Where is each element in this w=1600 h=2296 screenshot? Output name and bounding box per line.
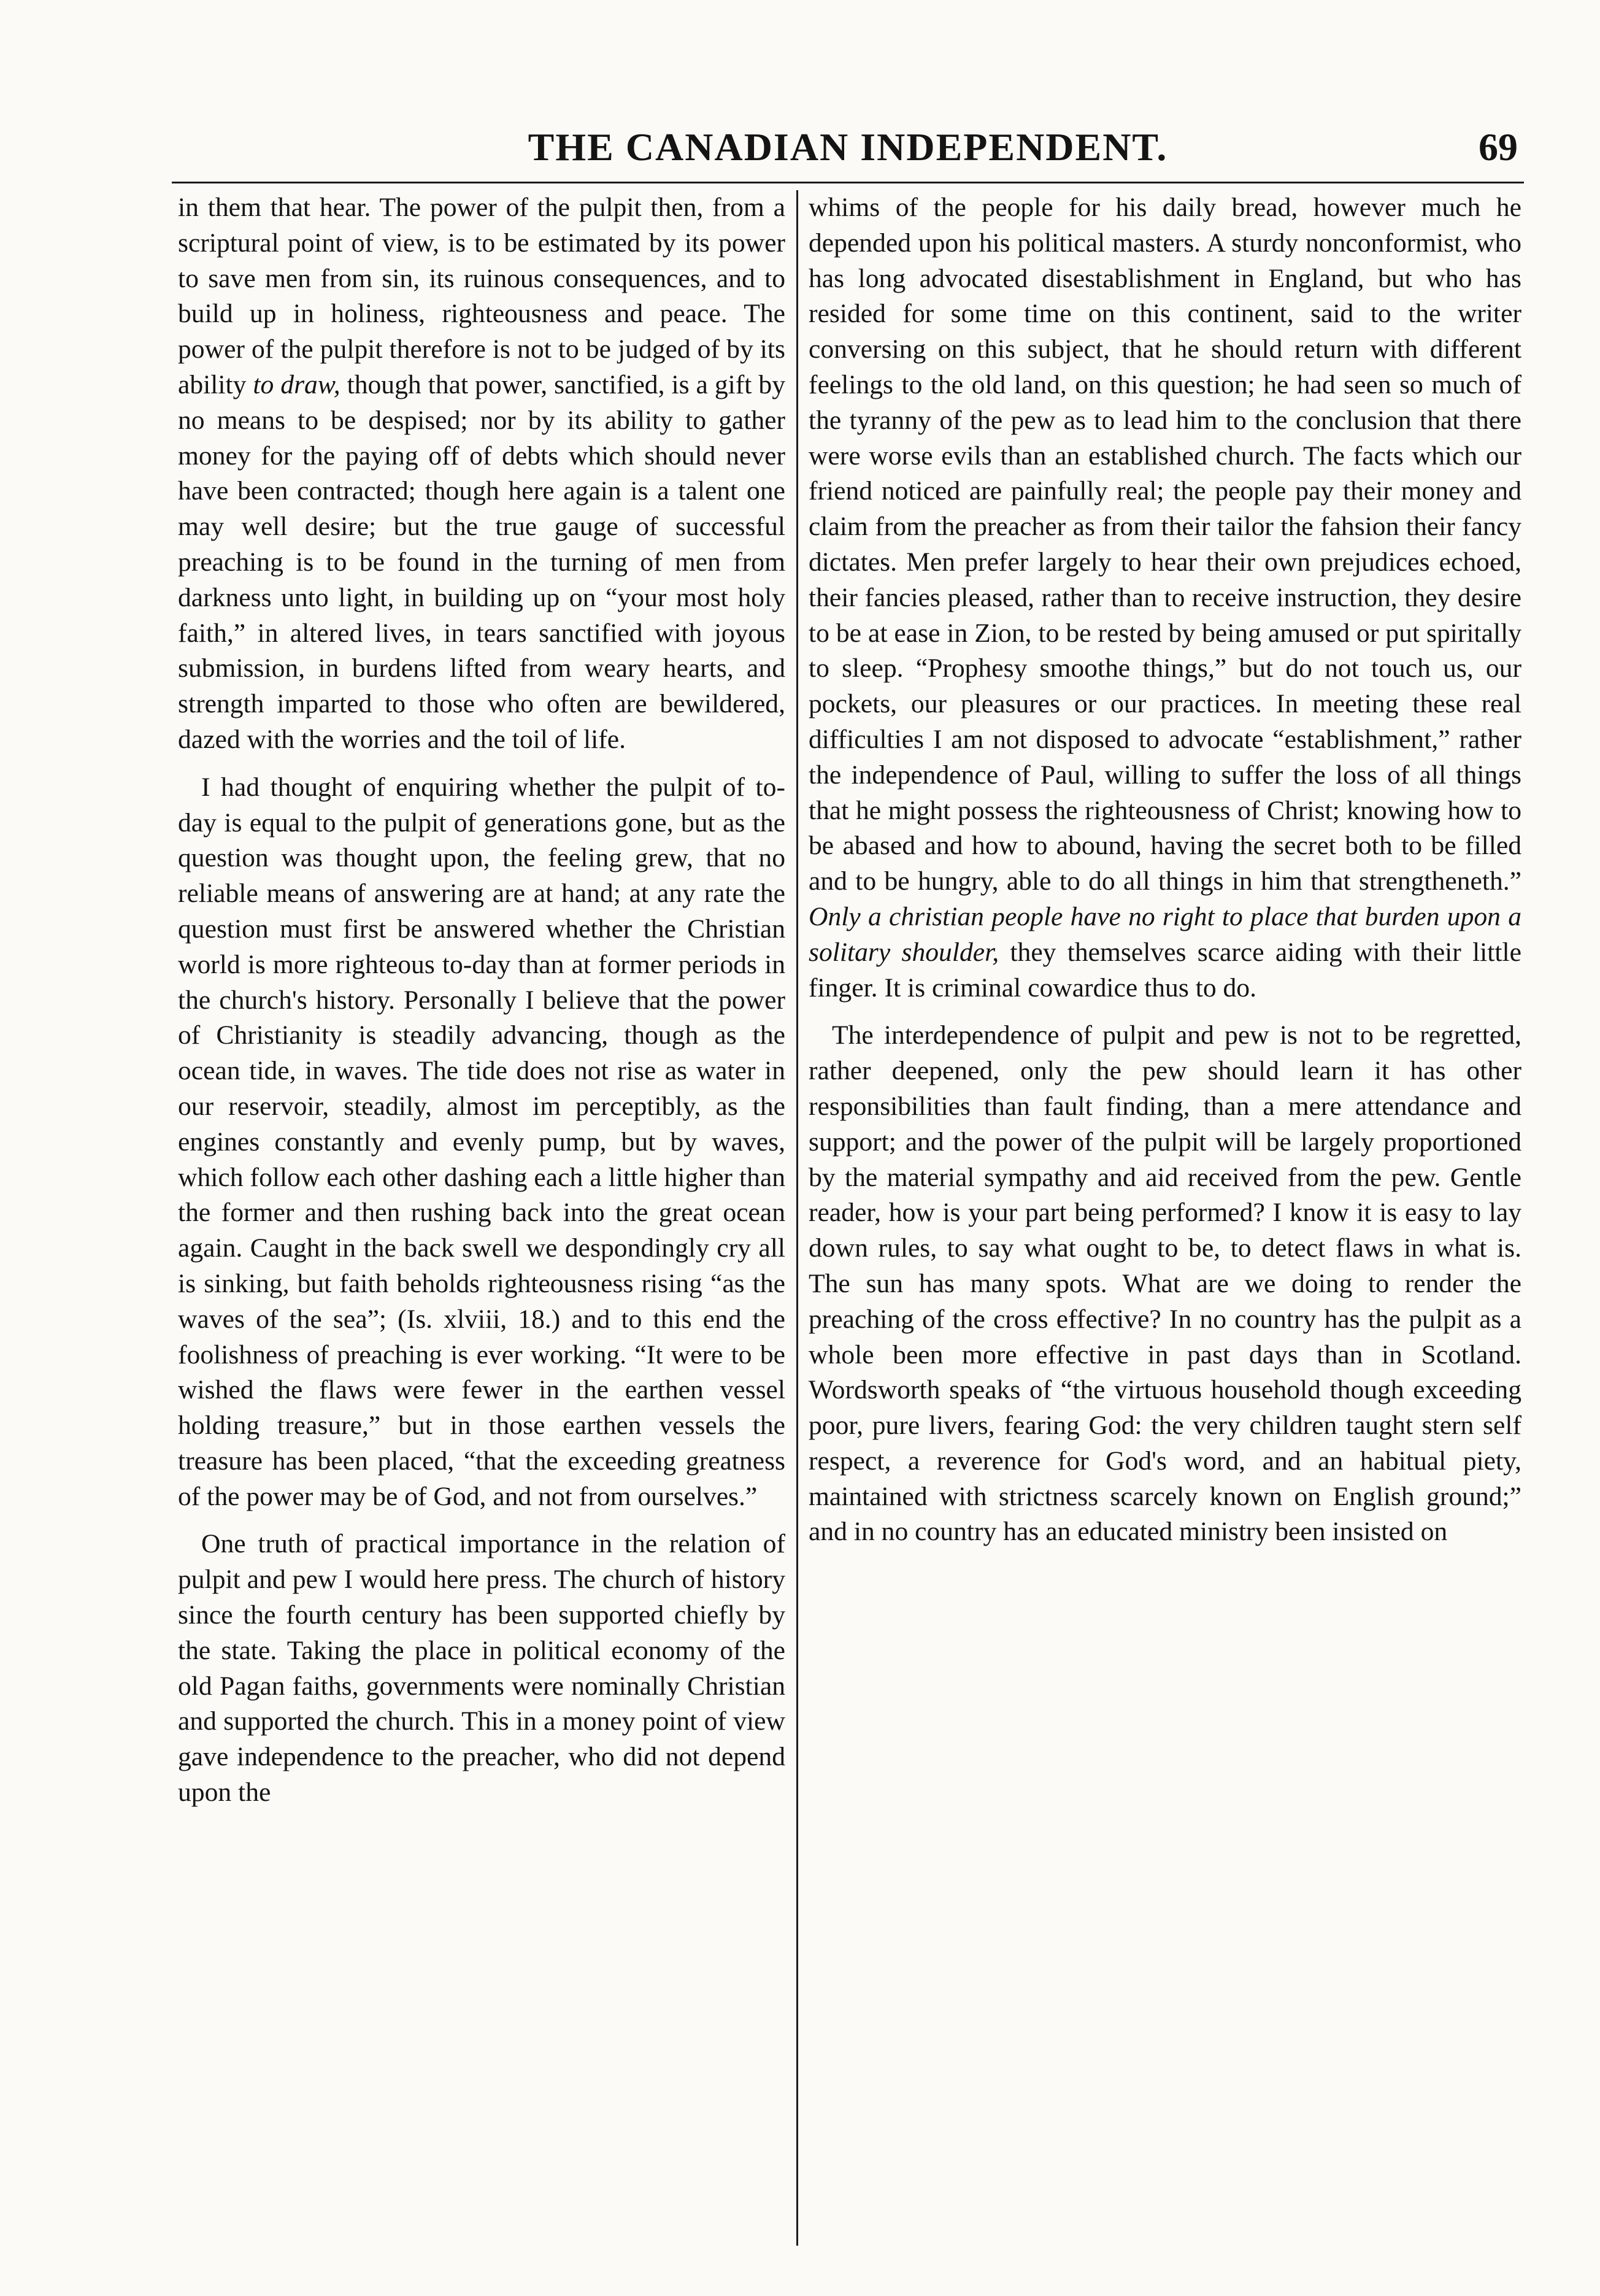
- emphasis-text: to draw,: [253, 369, 340, 399]
- paragraph-text: they themselves scarce aiding with their little finger. It is criminal cowardice thus to do.: [809, 937, 1521, 1003]
- page-number: 69: [1479, 125, 1518, 169]
- left-column: [178, 190, 785, 2258]
- right-column: [809, 190, 1521, 2258]
- running-header: [172, 117, 1524, 190]
- running-title: THE CANADIAN INDEPENDENT.: [528, 125, 1168, 169]
- paragraph: [178, 190, 785, 758]
- paragraph: The interdependence of pulpit and pew is not to be regretted, rather deepened, only the pew should learn it has other responsibilities than fault finding, than a mere attendance and support; and the power of the pulpit will be largely proportioned by the material sympathy and aid received from the pew. Gentle reader, how is your part being performed? I know it is easy to lay down rules, to say what ought to be, to detect flaws in what is. The sun has many spots. What are we doing to render the preaching of the cross effective? In no country has the pulpit as a whole been more effective in past days than in Scotland. Wordsworth speaks of “the virtuous household though exceeding poor, pure livers, fearing God: the very children taught stern self respect, a reverence for God's word, and an habitual piety, maintained with strictness scarcely known on English ground;” and in no country has an educated ministry been insisted on: [809, 1020, 1521, 1547]
- header-rule: [172, 182, 1524, 183]
- paragraph: One truth of practical importance in the relation of pulpit and pew I would here press. The church of history since the fourth century has been supported chiefly by the state. Taking the place in political economy of the old Pagan faiths, governments were nominally Christian and supported the church. This in a money point of view gave independence to the preacher, who did not depend upon the: [178, 1529, 785, 1808]
- paragraph: [809, 190, 1521, 1006]
- paragraph-text: though that power, sanctified, is a gift by no means to be despised; nor by its ability to gather money for the paying off of debts which should never have been contracted; though here again is a talent one may well desire; but the true gauge of successful preaching is to be found in the turning of men from darkness unto light, in building up on “your most holy faith,” in altered lives, in tears sanctified with joyous submission, in burdens lifted from weary hearts, and strength imparted to those who often are bewildered, dazed with the worries and the toil of life.: [178, 369, 785, 754]
- paragraph-text: whims of the people for his daily bread, however much he depended upon his political masters. A sturdy nonconformist, who has long advocated disestablishment in England, but who has resided for some time on this continent, said to the writer conversing on this subject, that he should return with different feelings to the old land, on this question; he had seen so much of the tyranny of the pew as to lead him to the conclusion that there were worse evils than an established church. The facts which our friend noticed are painfully real; the people pay their money and claim from the preacher as from their tailor the fahsion their fancy dictates. Men prefer largely to hear their own prejudices echoed, their fancies pleased, rather than to receive instruction, they desire to be at ease in Zion, to be rested by being amused or put spiritally to sleep. “Prophesy smoothe things,” but do not touch us, our pockets, our pleasures or our practices. In meeting these real difficulties I am not disposed to advocate “establishment,” rather the independence of Paul, willing to suffer the loss of all things that he might possess the righteousness of Christ; knowing how to be abased and how to abound, having the secret both to be filled and to be hungry, able to do all things in him that strengtheneth.”: [809, 193, 1521, 896]
- emphasis-text: Only a christian people have no right to place that burden upon a solitary shoulder,: [809, 901, 1521, 967]
- paragraph: I had thought of enquiring whether the pulpit of to-day is equal to the pulpit of generations gone, but as the question was thought upon, the feeling grew, that no reliable means of answering are at hand; at any rate the question must first be answered whether the Christian world is more righteous to-day than at former periods in the church's history. Personally I believe that the power of Christianity is steadily advancing, though as the ocean tide, in waves. The tide does not rise as water in our reservoir, steadily, almost im perceptibly, as the engines constantly and evenly pump, but by waves, which follow each other dashing each a little higher than the former and then rushing back into the great ocean again. Caught in the back swell we despondingly cry all is sinking, but faith beholds righteousness rising “as the waves of the sea”; (Is. xlviii, 18.) and to this end the foolishness of preaching is ever working. “It were to be wished the flaws were fewer in the earthen vessel holding treasure,” but in those earthen vessels the treasure has been placed, “that the exceeding greatness of the power may be of God, and not from ourselves.”: [178, 772, 785, 1511]
- column-divider: [796, 190, 798, 2246]
- paragraph-text: in them that hear. The power of the pulpit then, from a scriptural point of view, is to be estimated by its power to save men from sin, its ruinous consequences, and to build up in holiness, righteousness and peace. The power of the pulpit therefore is not to be judged of by its ability: [178, 193, 785, 399]
